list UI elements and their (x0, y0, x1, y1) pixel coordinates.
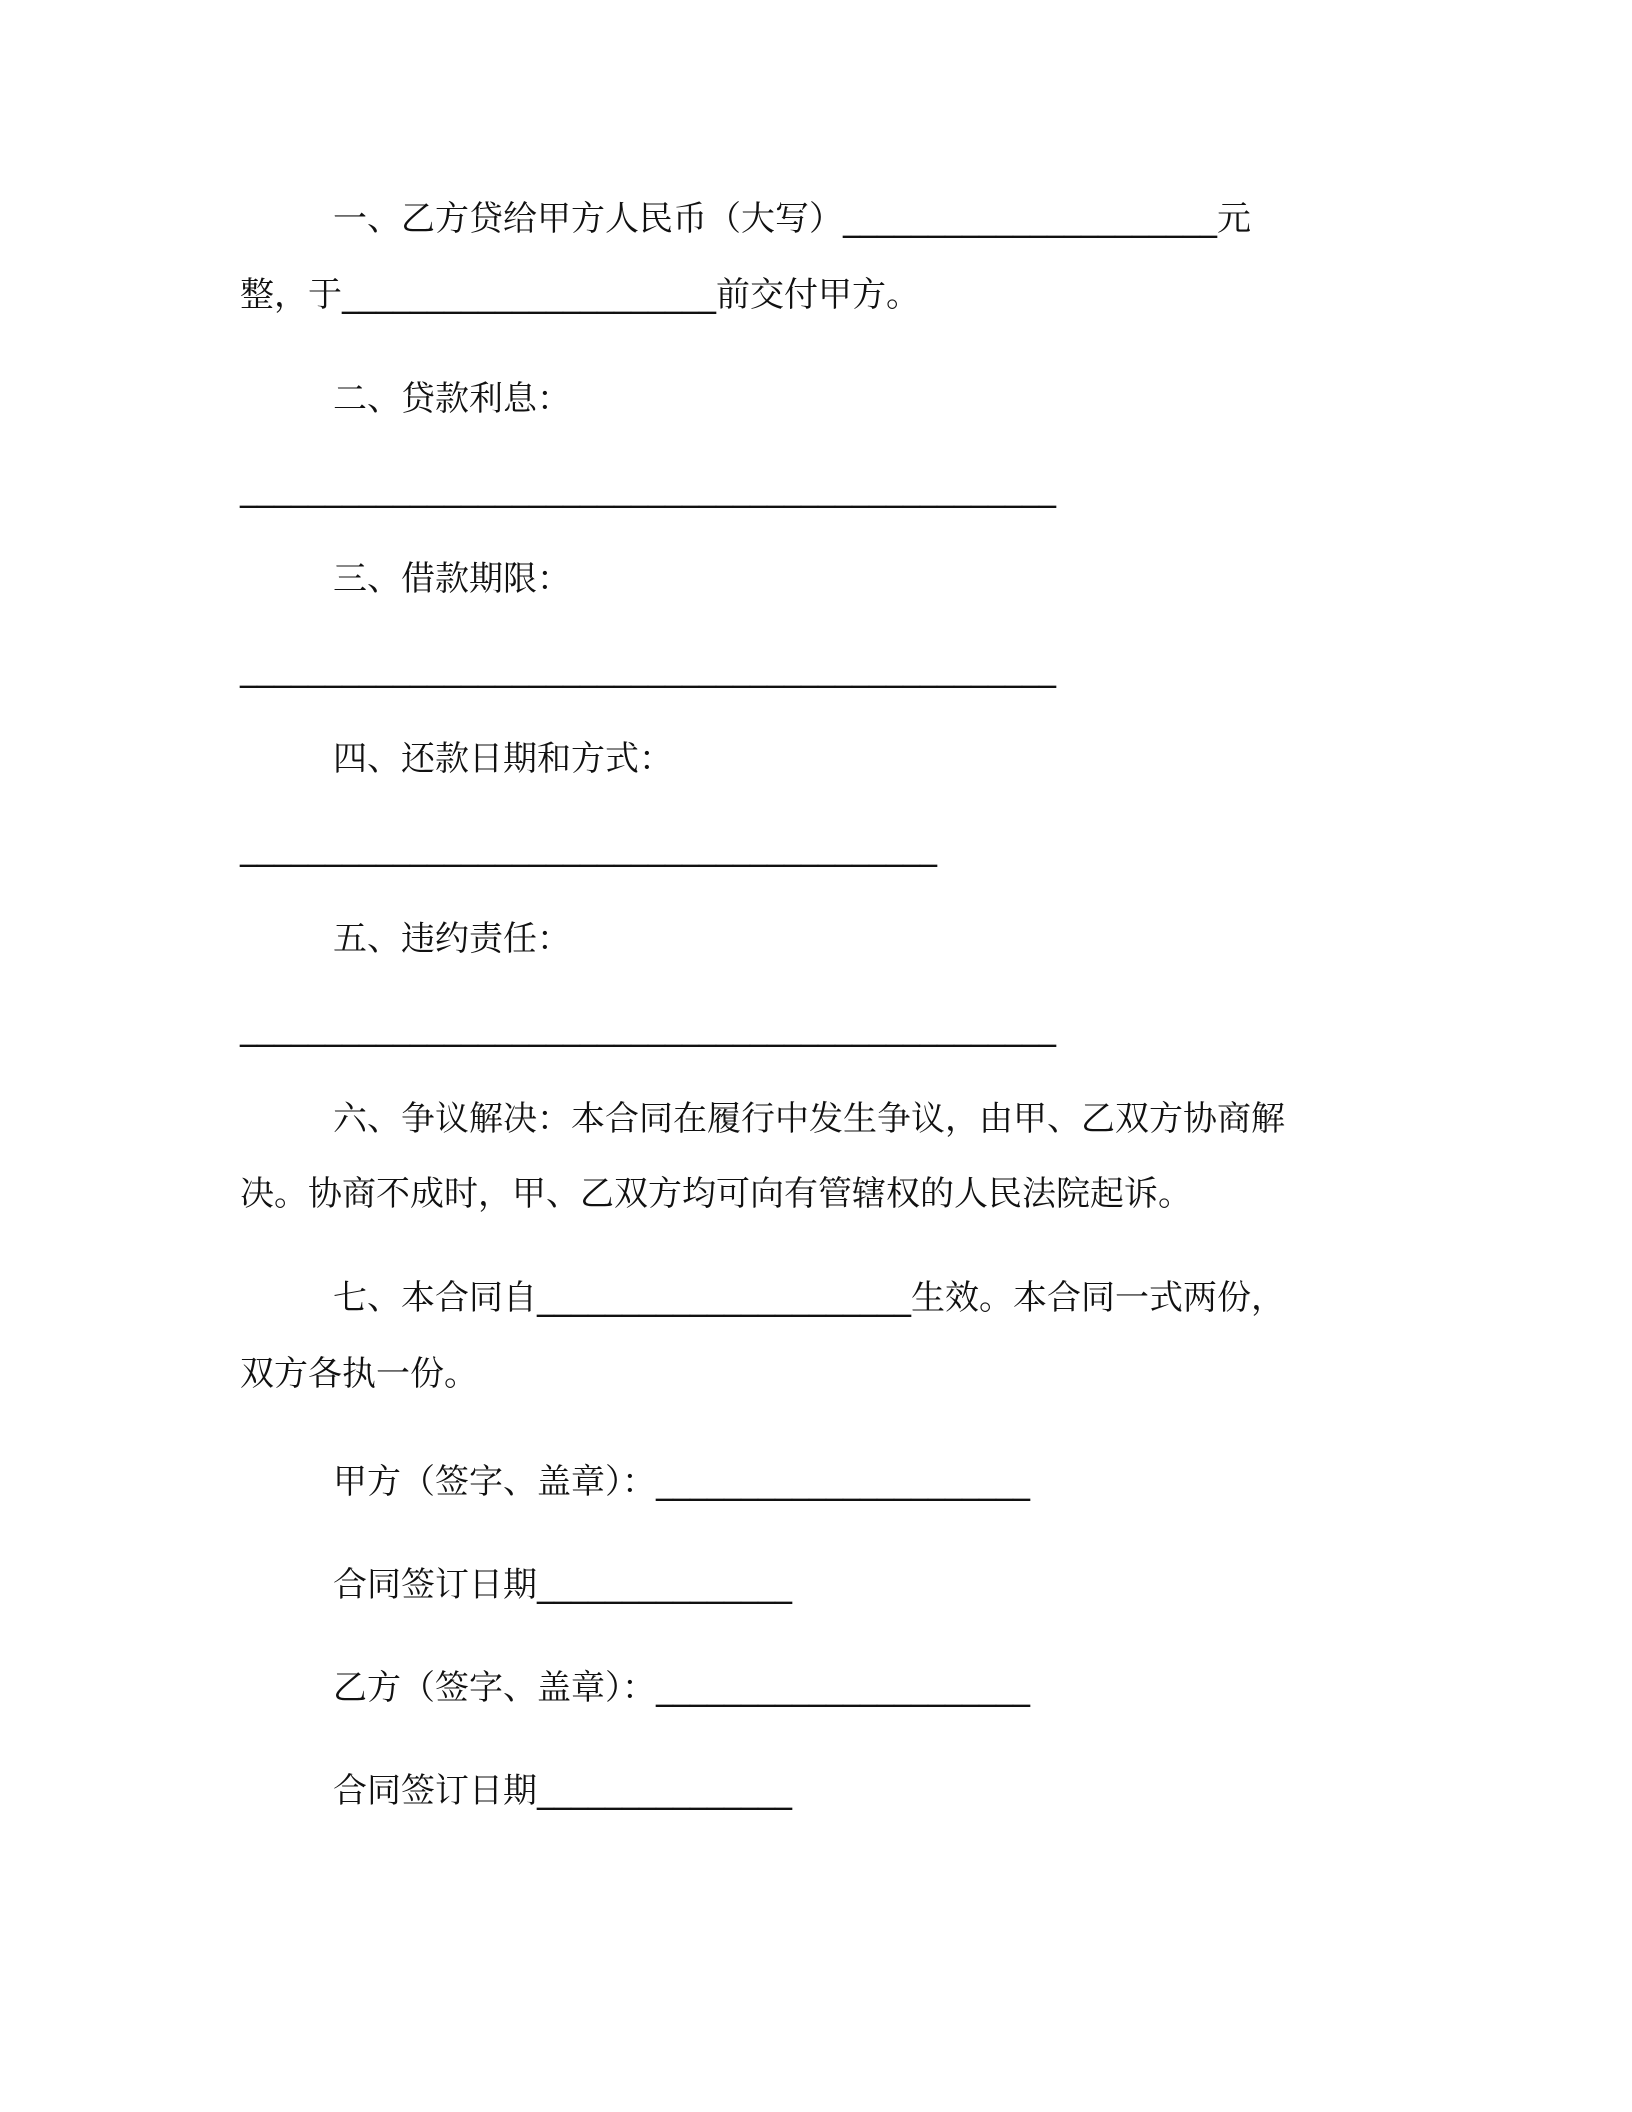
party-b-sign-date: 合同签订日期_______________ (333, 1771, 792, 1811)
clause-1-line-2: 整，于______________________前交付甲方。 (240, 275, 920, 315)
clause-3-title: 三、借款期限： (333, 559, 571, 599)
clause-7-line-2: 双方各执一份。 (240, 1354, 478, 1394)
clause-6-line-1: 六、争议解决：本合同在履行中发生争议，由甲、乙双方协商解 (333, 1099, 1285, 1139)
clause-4-blank-line: _________________________________________ (240, 828, 937, 868)
party-b-signature: 乙方（签字、盖章）：______________________ (333, 1668, 1030, 1708)
clause-2-blank-line: ________________________________________________ (240, 469, 1056, 509)
clause-1-line-1: 一、乙方贷给甲方人民币（大写）______________________元 (333, 199, 1251, 239)
clause-2-title: 二、贷款利息： (333, 379, 571, 419)
clause-3-blank-line: ________________________________________________ (240, 649, 1056, 689)
clause-5-title: 五、违约责任： (333, 919, 571, 959)
clause-5-blank-line: ________________________________________________ (240, 1008, 1056, 1048)
party-a-sign-date: 合同签订日期_______________ (333, 1565, 792, 1605)
clause-6-line-2: 决。协商不成时，甲、乙双方均可向有管辖权的人民法院起诉。 (240, 1174, 1192, 1214)
party-a-signature: 甲方（签字、盖章）：______________________ (333, 1462, 1030, 1502)
clause-4-title: 四、还款日期和方式： (333, 739, 673, 779)
clause-7-line-1: 七、本合同自______________________生效。本合同一式两份， (333, 1278, 1285, 1318)
